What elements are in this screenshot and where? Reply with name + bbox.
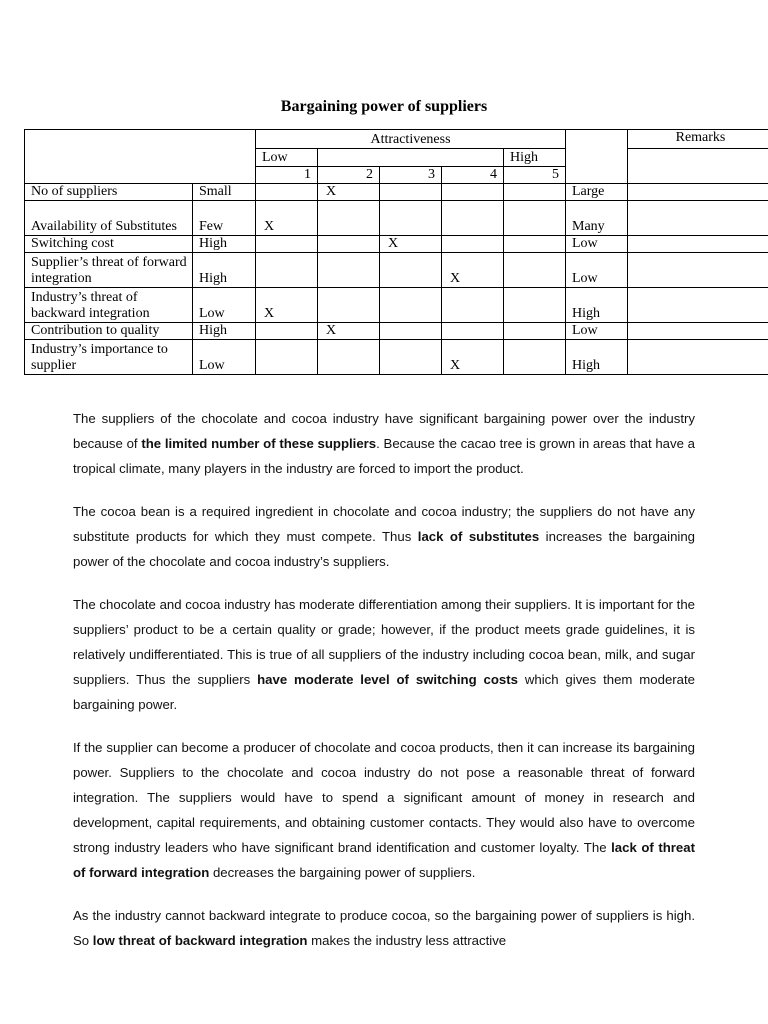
scale-2: 2 bbox=[318, 167, 380, 184]
paragraph-1 bbox=[73, 406, 695, 481]
bold-phrase: have moderate level of switching costs bbox=[257, 672, 518, 687]
factor-name: Switching cost bbox=[25, 236, 193, 253]
text-run: The chocolate and cocoa industry has moderate differentiation among their suppliers. It is important for the suppliers’ product to be a certain quality or grade; however, if the product meets grade guidelines, it is relatively undifferentiated. This is true of all suppliers of the industry including cocoa bean, milk, and sugar suppliers. Thus the suppliers bbox=[73, 597, 695, 687]
bold-phrase: lack of substitutes bbox=[417, 529, 540, 544]
rating-cell-5 bbox=[504, 236, 566, 253]
rating-cell-2 bbox=[318, 236, 380, 253]
remarks-cell bbox=[628, 184, 768, 201]
header-blank bbox=[25, 167, 193, 184]
rating-cell-2: X bbox=[318, 323, 380, 340]
header-blank bbox=[25, 149, 193, 167]
high-label: High bbox=[504, 149, 566, 167]
scale-5: 5 bbox=[504, 167, 566, 184]
paragraph-2 bbox=[73, 499, 695, 574]
factor-name: No of suppliers bbox=[25, 184, 193, 201]
rating-cell-5 bbox=[504, 323, 566, 340]
rating-cell-3 bbox=[380, 201, 442, 236]
rating-cell-1 bbox=[256, 184, 318, 201]
factor-row bbox=[25, 236, 768, 253]
rating-cell-4 bbox=[442, 323, 504, 340]
scale-4: 4 bbox=[442, 167, 504, 184]
bold-phrase: the limited number of these suppliers bbox=[141, 436, 377, 451]
low-end-value: High bbox=[193, 253, 256, 288]
rating-cell-5 bbox=[504, 288, 566, 323]
rating-cell-2 bbox=[318, 288, 380, 323]
remarks-cell bbox=[628, 236, 768, 253]
header-blank bbox=[566, 149, 628, 167]
rating-cell-4 bbox=[442, 236, 504, 253]
bold-phrase: low threat of backward integration bbox=[92, 933, 308, 948]
remarks-cell bbox=[628, 323, 768, 340]
rating-cell-5 bbox=[504, 253, 566, 288]
factor-name: Industry’s threat of backward integration bbox=[25, 288, 193, 323]
remarks-cell bbox=[628, 253, 768, 288]
text-run: If the supplier can become a producer of chocolate and cocoa products, then it can increase its bargaining power. Suppliers to the chocolate and cocoa industry do not pose a reasonable threat of forward integration. The suppliers would have to spend a significant amount of money in research and development, capital requirements, and obtaining customer contacts. They would also have to overcome strong industry leaders who have significant brand identification and customer loyalty. The bbox=[73, 740, 695, 855]
rating-cell-4 bbox=[442, 288, 504, 323]
paragraph-3 bbox=[73, 592, 695, 717]
rating-cell-5 bbox=[504, 340, 566, 375]
high-end-value: Low bbox=[566, 323, 628, 340]
rating-cell-2 bbox=[318, 340, 380, 375]
rating-cell-5 bbox=[504, 184, 566, 201]
rating-cell-1: X bbox=[256, 288, 318, 323]
bold-phrase: lack of threat of forward integration bbox=[73, 840, 695, 880]
factor-name: Supplier’s threat of forward integration bbox=[25, 253, 193, 288]
text-run: increases the bargaining power of the chocolate and cocoa industry’s suppliers. bbox=[73, 529, 695, 569]
remarks-spacer bbox=[628, 167, 768, 184]
rating-cell-4 bbox=[442, 184, 504, 201]
page-title: Bargaining power of suppliers bbox=[280, 98, 488, 115]
paragraph-5 bbox=[73, 903, 695, 953]
rating-cell-1 bbox=[256, 236, 318, 253]
remarks-cell bbox=[628, 288, 768, 323]
high-end-value: Low bbox=[566, 236, 628, 253]
high-end-value: Many bbox=[566, 201, 628, 236]
rating-cell-1 bbox=[256, 253, 318, 288]
low-end-value: Few bbox=[193, 201, 256, 236]
text-run: . Because the cacao tree is grown in areas that have a tropical climate, many players in the industry are forced to import the product. bbox=[73, 436, 696, 476]
header-blank bbox=[193, 167, 256, 184]
header-blank bbox=[566, 167, 628, 184]
paragraph-4 bbox=[73, 735, 695, 885]
factor-row bbox=[25, 184, 768, 201]
scale-1: 1 bbox=[256, 167, 318, 184]
rating-cell-3 bbox=[380, 323, 442, 340]
high-end-value: High bbox=[566, 340, 628, 375]
low-end-value: Low bbox=[193, 288, 256, 323]
rating-cell-2: X bbox=[318, 184, 380, 201]
remarks-spacer bbox=[628, 149, 768, 167]
text-run: The suppliers of the chocolate and cocoa industry have significant bargaining power over the industry because of bbox=[73, 411, 695, 451]
low-end-value: Small bbox=[193, 184, 256, 201]
rating-cell-2 bbox=[318, 201, 380, 236]
rating-cell-4 bbox=[442, 201, 504, 236]
text-run: which gives them moderate bargaining power. bbox=[73, 672, 695, 712]
remarks-cell bbox=[628, 340, 768, 375]
scale-spacer bbox=[318, 149, 504, 167]
factor-row bbox=[25, 253, 768, 288]
rating-cell-1: X bbox=[256, 201, 318, 236]
rating-cell-1 bbox=[256, 323, 318, 340]
factor-row bbox=[25, 340, 768, 375]
remarks-header: Remarks bbox=[628, 130, 768, 149]
factor-name: Availability of Substitutes bbox=[25, 201, 193, 236]
rating-cell-3 bbox=[380, 340, 442, 375]
attractiveness-header: Attractiveness bbox=[256, 130, 566, 149]
factor-row bbox=[25, 288, 768, 323]
low-end-value: Low bbox=[193, 340, 256, 375]
text-run: makes the industry less attractive bbox=[307, 933, 507, 948]
high-end-value: Low bbox=[566, 253, 628, 288]
rating-cell-2 bbox=[318, 253, 380, 288]
factor-name: Industry’s importance to supplier bbox=[25, 340, 193, 375]
factor-row bbox=[25, 201, 768, 236]
low-label: Low bbox=[256, 149, 318, 167]
rating-cell-4: X bbox=[442, 340, 504, 375]
rating-cell-3 bbox=[380, 253, 442, 288]
text-run: As the industry cannot backward integrate to produce cocoa, so the bargaining power of suppliers is high. So bbox=[73, 908, 695, 948]
rating-cell-5 bbox=[504, 201, 566, 236]
low-end-value: High bbox=[193, 236, 256, 253]
rating-cell-1 bbox=[256, 340, 318, 375]
factor-name: Contribution to quality bbox=[25, 323, 193, 340]
high-end-value: Large bbox=[566, 184, 628, 201]
header-blank bbox=[566, 130, 628, 149]
scale-3: 3 bbox=[380, 167, 442, 184]
rating-cell-3 bbox=[380, 184, 442, 201]
text-run: The cocoa bean is a required ingredient in chocolate and cocoa industry; the suppliers do not have any substitute products for which they must compete. Thus bbox=[73, 504, 695, 544]
rating-cell-3 bbox=[380, 288, 442, 323]
body-text bbox=[73, 406, 695, 971]
header-blank bbox=[193, 149, 256, 167]
low-end-value: High bbox=[193, 323, 256, 340]
attractiveness-table bbox=[24, 129, 768, 375]
rating-cell-4: X bbox=[442, 253, 504, 288]
factor-row bbox=[25, 323, 768, 340]
text-run: decreases the bargaining power of suppliers. bbox=[209, 865, 476, 880]
header-blank bbox=[25, 130, 193, 149]
rating-cell-3: X bbox=[380, 236, 442, 253]
header-blank bbox=[193, 130, 256, 149]
remarks-cell bbox=[628, 201, 768, 236]
high-end-value: High bbox=[566, 288, 628, 323]
